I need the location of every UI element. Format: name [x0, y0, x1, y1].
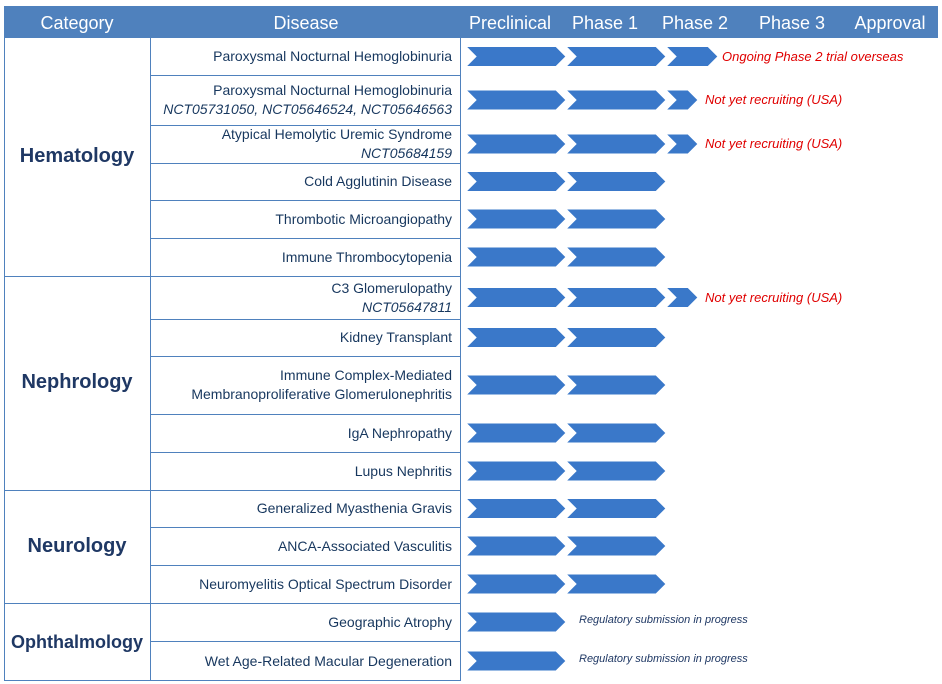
category-hematology: Hematology [19, 145, 135, 167]
header-stage-phase2: Phase 2 [661, 13, 729, 33]
progress-arrow [466, 134, 566, 154]
progress-arrow [566, 423, 666, 443]
status-note: Regulatory submission in progress [579, 653, 748, 665]
progress-arrow [466, 172, 566, 192]
category-nephrology: Nephrology [21, 371, 133, 393]
disease-name: Neuromyelitis Optical Spectrum Disorder [199, 575, 452, 592]
progress-arrow [666, 288, 698, 308]
progress-arrow [566, 536, 666, 556]
status-note: Not yet recruiting (USA) [705, 289, 843, 305]
disease-name: Atypical Hemolytic Uremic Syndrome [221, 126, 452, 142]
disease-name: ANCA-Associated Vasculitis [277, 537, 452, 554]
progress-arrow [466, 536, 566, 556]
status-note: Ongoing Phase 2 trial overseas [722, 48, 904, 64]
progress-arrow [566, 134, 666, 154]
disease-name: Immune Thrombocytopenia [281, 248, 452, 265]
status-note: Not yet recruiting (USA) [705, 136, 843, 151]
progress-arrow [466, 375, 566, 395]
progress-arrow [566, 328, 666, 348]
disease-name: Lupus Nephritis [354, 462, 452, 479]
disease-name: Paroxysmal Nocturnal Hemoglobinuria [213, 82, 452, 98]
progress-arrow [466, 612, 566, 632]
progress-arrow [566, 247, 666, 267]
disease-name: Immune Complex-Mediated Membranoproliferative Glomerulonephritis [191, 367, 452, 402]
disease-name: Cold Agglutinin Disease [304, 173, 452, 189]
header-stage-approval: Approval [854, 13, 926, 33]
disease-name: IgA Nephropathy [347, 424, 452, 441]
disease-name: Thrombotic Microangiopathy [275, 210, 452, 227]
progress-arrow [466, 499, 566, 519]
category-neurology: Neurology [27, 535, 127, 557]
progress-arrow [466, 209, 566, 229]
status-note: Not yet recruiting (USA) [705, 92, 843, 107]
progress-arrow [566, 288, 666, 308]
progress-arrow [466, 574, 566, 594]
header-disease: Disease [273, 13, 339, 33]
disease-name: Paroxysmal Nocturnal Hemoglobinuria [213, 48, 452, 64]
trial-ids: NCT05684159 [360, 145, 452, 161]
progress-arrow [466, 461, 566, 481]
progress-arrow [566, 499, 666, 519]
progress-arrow [666, 90, 698, 110]
progress-arrow [666, 134, 698, 154]
progress-arrow [566, 90, 666, 110]
header-stage-preclinical: Preclinical [468, 13, 552, 33]
progress-arrow [466, 423, 566, 443]
trial-ids: NCT05647811 [361, 298, 452, 315]
disease-name: Geographic Atrophy [328, 613, 452, 630]
progress-arrow [566, 47, 666, 67]
progress-arrow [466, 288, 566, 308]
header-stage-phase3: Phase 3 [758, 13, 826, 33]
progress-arrow [566, 209, 666, 229]
progress-arrow [566, 574, 666, 594]
progress-arrow [466, 47, 566, 67]
progress-arrow [566, 375, 666, 395]
disease-name: Kidney Transplant [339, 329, 452, 345]
progress-arrow [566, 172, 666, 192]
progress-arrow [466, 651, 566, 671]
disease-name: C3 Glomerulopathy [331, 279, 452, 296]
disease-name: Wet Age-Related Macular Degeneration [204, 652, 452, 669]
category-ophthalmology: Ophthalmology [11, 632, 143, 652]
progress-arrow [666, 47, 718, 67]
progress-arrow [466, 328, 566, 348]
progress-arrow [466, 247, 566, 267]
header-stage-phase1: Phase 1 [571, 13, 639, 33]
progress-arrow [466, 90, 566, 110]
header-category: Category [40, 13, 114, 33]
progress-arrow [566, 461, 666, 481]
trial-ids: NCT05731050, NCT05646524, NCT05646563 [163, 101, 452, 117]
disease-name: Generalized Myasthenia Gravis [256, 500, 452, 516]
status-note: Regulatory submission in progress [579, 614, 748, 626]
